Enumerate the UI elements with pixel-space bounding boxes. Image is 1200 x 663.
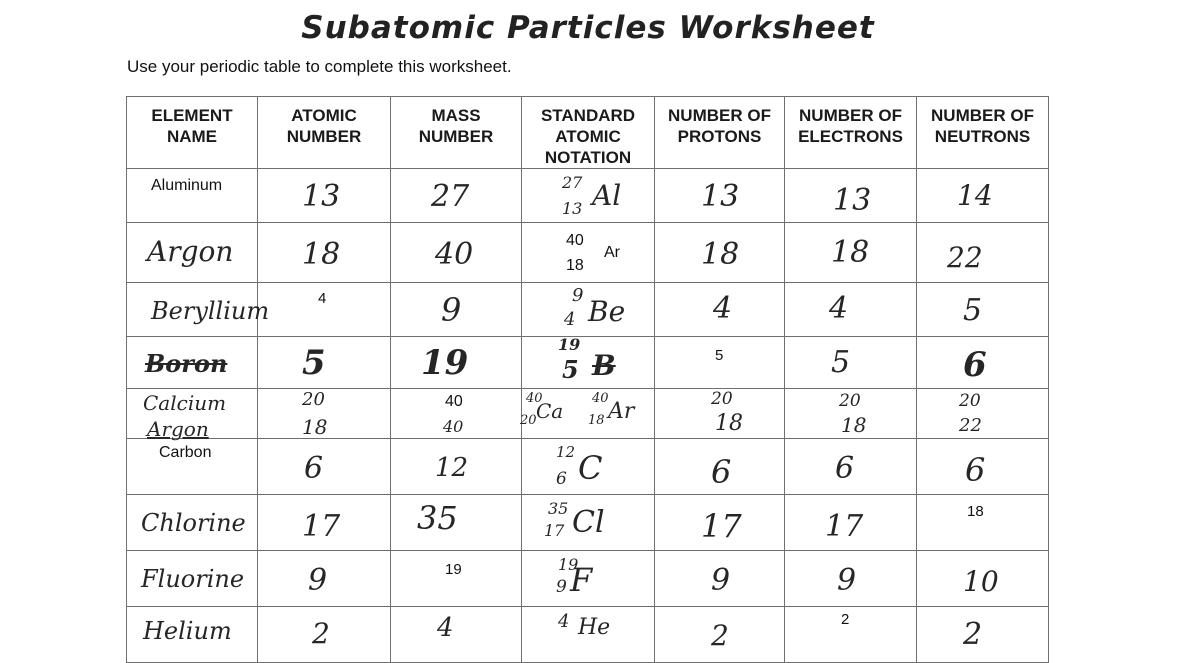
atomic-number: 2 [312, 617, 330, 650]
notation-atomic: 9 [556, 577, 567, 597]
protons: 6 [711, 453, 732, 491]
element-name: Fluorine [141, 565, 245, 593]
mass-number: 12 [435, 453, 469, 483]
protons: 2 [711, 619, 729, 652]
header-standard-notation: STANDARD ATOMIC NOTATION [522, 97, 655, 169]
atomic-number: 4 [318, 290, 327, 307]
electrons: 18 [841, 413, 867, 437]
notation-mass: 19 [558, 555, 579, 574]
header-neutrons: NUMBER OF NEUTRONS [917, 97, 1049, 169]
element-name: Helium [143, 617, 232, 645]
notation-atomic: 18 [566, 257, 584, 274]
neutrons: 22 [947, 241, 983, 274]
notation-atomic: 17 [544, 521, 565, 540]
notation-atomic: 20 [520, 413, 537, 428]
neutrons: 6 [963, 345, 987, 385]
table-row [127, 223, 1049, 283]
notation-mass: 27 [562, 173, 583, 192]
header-mass-number: MASS NUMBER [391, 97, 522, 169]
protons: 18 [715, 411, 743, 436]
mass-number: 40 [435, 237, 474, 272]
element-name: Aluminum [151, 177, 223, 194]
element-name: Calcium [143, 391, 227, 415]
worksheet-title: Subatomic Particles Worksheet [301, 10, 875, 46]
element-name: Boron [145, 349, 228, 378]
neutrons: 2 [963, 617, 983, 652]
element-name: Beryllium [151, 297, 270, 325]
electrons: 5 [831, 345, 851, 380]
element-name: Argon [147, 235, 234, 268]
worksheet-table [126, 96, 1049, 663]
mass-number: 40 [443, 417, 464, 436]
element-name: Chlorine [141, 509, 246, 537]
neutrons: 20 [959, 391, 981, 411]
notation-mass: 40 [566, 232, 584, 249]
header-protons: NUMBER OF PROTONS [655, 97, 785, 169]
mass-number: 9 [441, 291, 462, 329]
notation-symbol: C [578, 449, 603, 487]
table-row [127, 169, 1049, 223]
table-row [127, 495, 1049, 551]
mass-number: 27 [431, 179, 470, 214]
notation-mass: 40 [592, 391, 609, 406]
atomic-number: 6 [304, 451, 324, 486]
table-row [127, 607, 1049, 663]
protons: 18 [701, 237, 740, 272]
protons: 9 [711, 563, 731, 598]
mass-number: 19 [445, 561, 462, 578]
notation-mass: 4 [558, 611, 570, 632]
atomic-number: 17 [302, 509, 341, 544]
protons: 4 [713, 291, 733, 326]
notation-symbol: Cl [572, 505, 605, 540]
notation-mass: 9 [572, 285, 584, 306]
atomic-number: 5 [302, 343, 326, 383]
notation-atomic: 5 [562, 355, 579, 384]
notation-atomic: 4 [564, 309, 576, 330]
mass-number: 19 [421, 343, 469, 383]
table-row [127, 283, 1049, 337]
electrons: 17 [825, 509, 864, 544]
notation-symbol: Ar [608, 399, 635, 424]
mass-number: 40 [445, 393, 463, 410]
electrons: 18 [831, 235, 870, 270]
table-row [127, 551, 1049, 607]
protons: 5 [715, 347, 724, 364]
atomic-number: 9 [308, 563, 328, 598]
table-row [127, 337, 1049, 389]
notation-mass: 35 [548, 499, 569, 518]
neutrons: 6 [965, 451, 986, 489]
header-element-name: ELEMENT NAME [127, 97, 258, 169]
table-row [127, 389, 1049, 439]
notation-symbol: F [570, 561, 593, 599]
notation-symbol: Ar [604, 244, 620, 261]
notation-symbol: Al [592, 179, 622, 212]
atomic-number: 20 [302, 389, 325, 410]
electrons: 6 [835, 451, 855, 486]
notation-symbol: He [578, 615, 611, 640]
atomic-number: 18 [302, 415, 328, 439]
protons: 17 [701, 507, 742, 545]
mass-number: 35 [417, 499, 458, 537]
notation-mass: 19 [558, 335, 581, 354]
instructions-text: Use your periodic table to complete this worksheet. [127, 57, 512, 76]
electrons: 9 [837, 563, 857, 598]
notation-atomic: 6 [556, 469, 567, 489]
atomic-number: 18 [302, 237, 341, 272]
notation-symbol: Be [588, 295, 626, 328]
neutrons: 22 [959, 415, 982, 436]
protons: 13 [701, 179, 740, 214]
electrons: 13 [833, 183, 872, 218]
electrons: 2 [841, 611, 850, 628]
neutrons: 5 [963, 293, 983, 328]
electrons: 4 [829, 291, 849, 326]
header-atomic-number: ATOMIC NUMBER [258, 97, 391, 169]
header-row [127, 97, 1049, 169]
protons: 20 [711, 389, 733, 409]
mass-number: 4 [437, 613, 454, 643]
notation-atomic: 13 [562, 199, 583, 218]
element-name: Argon [147, 417, 209, 441]
electrons: 20 [839, 391, 861, 411]
atomic-number: 13 [302, 179, 341, 214]
notation-mass: 40 [526, 391, 543, 406]
neutrons: 18 [967, 503, 984, 520]
notation-mass: 12 [556, 443, 576, 461]
notation-symbol: B [592, 349, 616, 382]
header-electrons: NUMBER OF ELECTRONS [785, 97, 917, 169]
notation-symbol: Ca [536, 399, 564, 423]
notation-atomic: 18 [588, 413, 605, 428]
table-row [127, 439, 1049, 495]
element-name: Carbon [159, 444, 212, 461]
neutrons: 10 [963, 565, 999, 598]
neutrons: 14 [957, 179, 993, 212]
